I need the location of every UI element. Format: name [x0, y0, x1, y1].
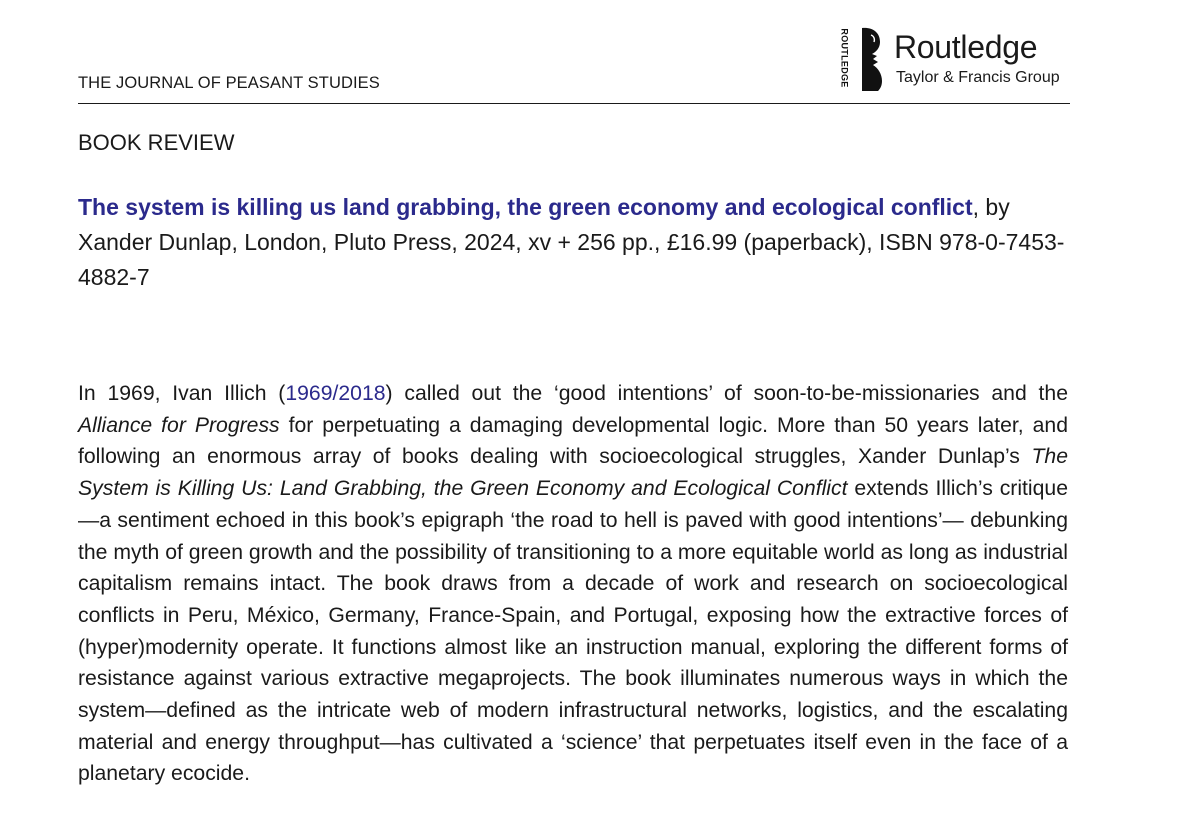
routledge-profile-logo-icon	[858, 26, 888, 92]
publisher-name: Routledge	[894, 29, 1038, 65]
publisher-logo[interactable]	[838, 26, 1078, 96]
review-body-paragraph	[78, 378, 1068, 790]
body-text: extends Illich’s critique —a sentiment echoed in this book’s epigraph ‘the road to hell is paved with good intentions’— debunking the myth of green growth and the possibility of transitioning to a more equitable world as long as industrial capitalism remains intact. The book draws from a decade of work and research on socioecological conflicts in Peru, México, Germany, France-Spain, and Portugal, exposing how the extractive forces of (hyper)modernity operate. It functions almost like an instruction manual, exploring the different forms of resistance against various extractive megaprojects. The book illuminates numerous ways in which the system—defined as the intricate web of modern infrastructural networks, logistics, and the escalating material and energy throughput—has cultivated a ‘science’ that perpetuates itself even in the face of a planetary ecocide.	[78, 477, 1068, 786]
publisher-vertical-wordmark	[838, 26, 852, 92]
publisher-vertical-text: ROUTLEDGE	[839, 28, 850, 88]
book-title[interactable]: The system is killing us land grabbing, the green economy and ecological conflict	[78, 194, 973, 220]
citation-link[interactable]: 1969/2018	[285, 382, 386, 405]
header-divider	[78, 103, 1070, 104]
journal-name: THE JOURNAL OF PEASANT STUDIES	[78, 74, 380, 92]
publisher-group: Taylor & Francis Group	[896, 69, 1060, 86]
italic-title: Alliance for Progress	[78, 413, 280, 437]
body-text: In 1969, Ivan Illich (	[78, 382, 286, 405]
review-citation	[78, 190, 1068, 295]
citation-details: , by Xander Dunlap, London, Pluto Press, 2024, xv + 256 pp., £16.99 (paperback), ISBN 978-0-7453-4882-7	[78, 194, 1065, 290]
section-label: BOOK REVIEW	[78, 130, 235, 155]
italic-title: The System is Killing Us: Land Grabbing, the Green Economy and Ecological Conflict	[78, 445, 1068, 501]
body-text: ) called out the ‘good intentions’ of soon-to-be-missionaries and the	[385, 382, 1068, 405]
body-text: for perpetuating a damaging developmental logic. More than 50 years later, and following an enormous array of books dealing with socioecological struggles, Xander Dunlap’s	[78, 413, 1069, 469]
